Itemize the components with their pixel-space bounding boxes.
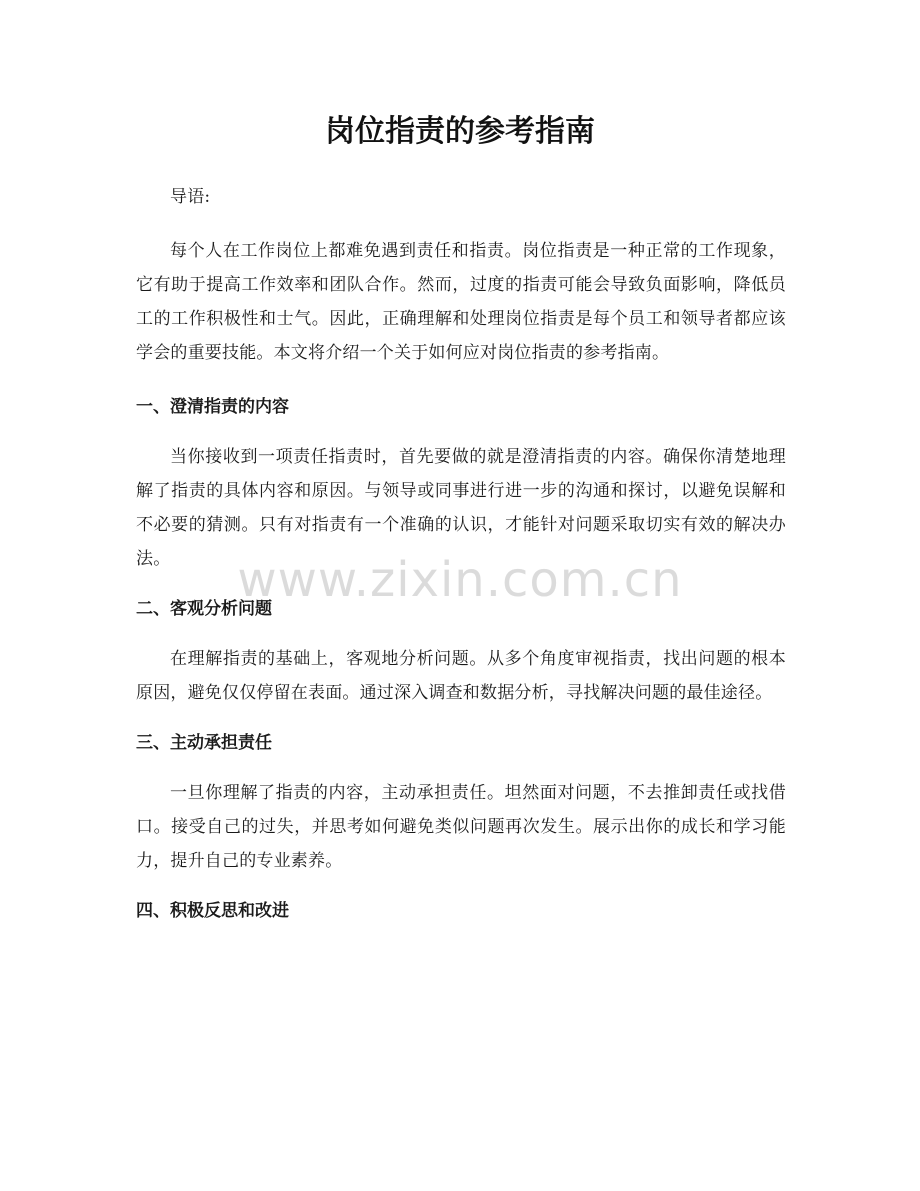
document-title: 岗位指责的参考指南	[325, 114, 595, 149]
document-body	[136, 180, 786, 944]
section-heading: 三、主动承担责任	[136, 733, 272, 753]
section-reflect	[136, 894, 786, 928]
intro-label: 导语:	[170, 187, 211, 207]
section-paragraph: 当你接收到一项责任指责时，首先要做的就是澄清指责的内容。确保你清楚地理解了指责的具体内容和原因。与领导或同事进行进一步的沟通和探讨，以避免误解和不必要的猜测。只有对指责有一个准确的认识，才能针对问题采取切实有效的解决办法。	[136, 447, 786, 569]
section-responsibility	[136, 726, 786, 878]
watermark: www.zixin.com.cn	[237, 552, 683, 608]
section-clarify	[136, 390, 786, 576]
section-analyze	[136, 592, 786, 710]
section-paragraph: 一旦你理解了指责的内容，主动承担责任。坦然面对问题，不去推卸责任或找借口。接受自己的过失，并思考如何避免类似问题再次发生。展示出你的成长和学习能力，提升自己的专业素养。	[136, 783, 786, 871]
intro-paragraph: 每个人在工作岗位上都难免遇到责任和指责。岗位指责是一种正常的工作现象，它有助于提高工作效率和团队合作。然而，过度的指责可能会导致负面影响，降低员工的工作积极性和士气。因此，正确理解和处理岗位指责是每个员工和领导者都应该学会的重要技能。本文将介绍一个关于如何应对岗位指责的参考指南。	[136, 241, 786, 363]
section-heading: 四、积极反思和改进	[136, 901, 289, 921]
section-paragraph: 在理解指责的基础上，客观地分析问题。从多个角度审视指责，找出问题的根本原因，避免仅仅停留在表面。通过深入调查和数据分析，寻找解决问题的最佳途径。	[136, 649, 786, 703]
section-heading: 一、澄清指责的内容	[136, 397, 289, 417]
section-heading: 二、客观分析问题	[136, 599, 272, 619]
